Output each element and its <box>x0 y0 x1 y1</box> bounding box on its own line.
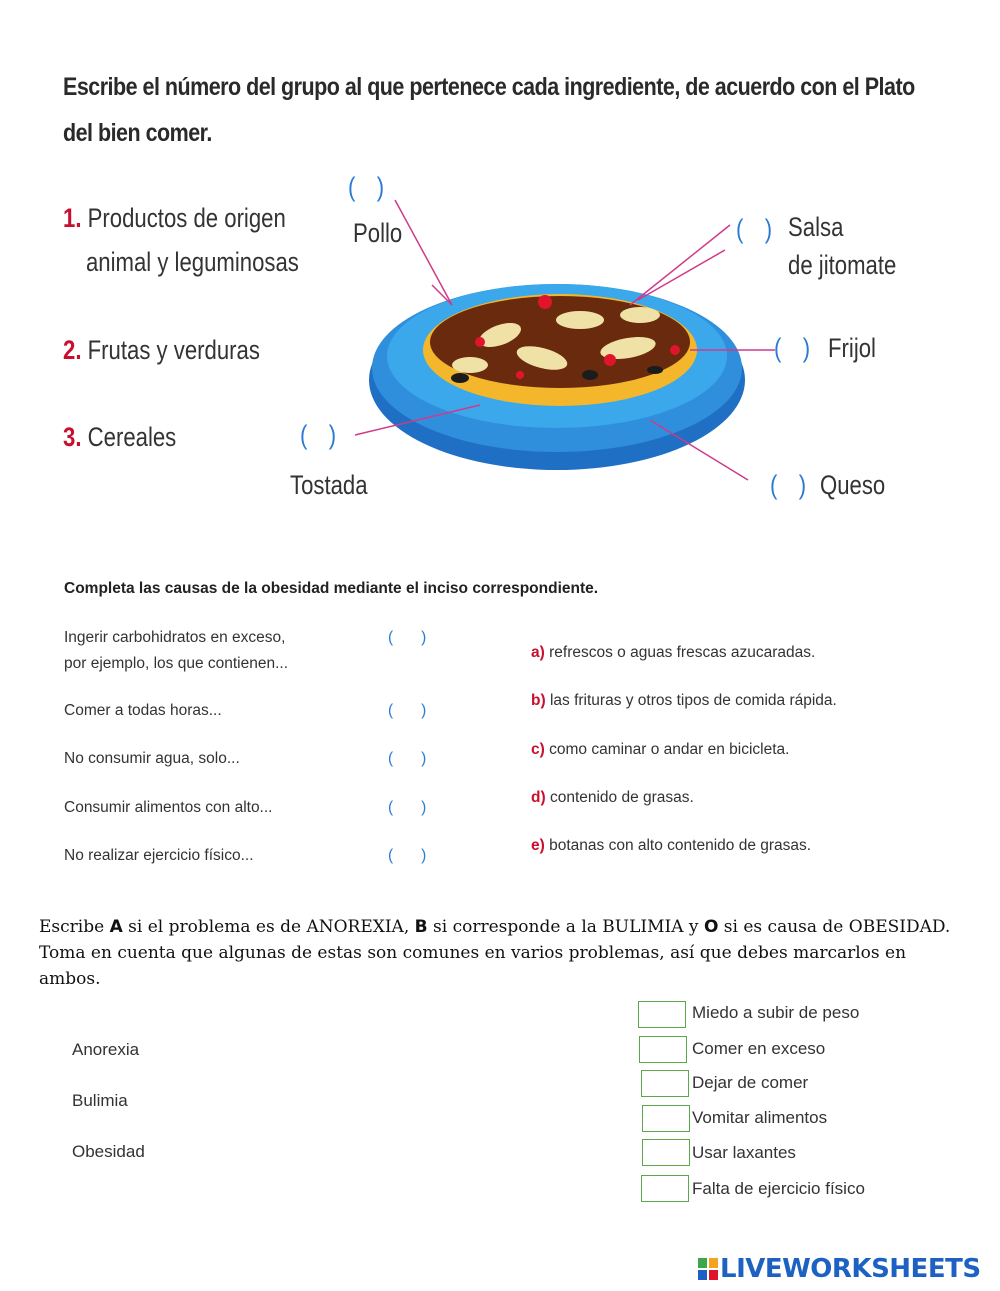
paren-close: ) <box>802 333 811 363</box>
paren-open: ( <box>348 172 356 202</box>
cause-1-answer-field[interactable] <box>388 629 426 647</box>
option-text: las frituras y otros tipos de comida rápida. <box>549 692 837 709</box>
option-text: refrescos o aguas frescas azucaradas. <box>549 644 816 661</box>
paren-open: ( <box>388 702 394 719</box>
cause-4: Consumir alimentos con alto... <box>64 799 273 816</box>
paren-open: ( <box>388 847 394 864</box>
option-letter: c) <box>531 741 545 758</box>
cause-5: No realizar ejercicio físico... <box>64 847 254 864</box>
group-2 <box>63 328 260 372</box>
paren-open: ( <box>388 629 394 646</box>
ingredient-pollo: Pollo <box>353 218 403 248</box>
option-text: botanas con alto contenido de grasas. <box>549 837 812 854</box>
option-letter: a) <box>531 644 545 661</box>
paren-close: ) <box>328 420 337 450</box>
symptom-4: Vomitar alimentos <box>692 1108 828 1127</box>
option-e <box>531 837 811 855</box>
instruction-title <box>63 64 923 156</box>
para-text: si el problema es de ANOREXIA, <box>122 917 415 937</box>
option-b <box>531 692 837 710</box>
liveworksheets-logo <box>698 1254 981 1284</box>
obesity-heading: Completa las causas de la obesidad mediante el inciso correspondiente. <box>64 580 599 597</box>
ingredient-tostada: Tostada <box>290 470 368 500</box>
answer-box-4[interactable] <box>642 1105 690 1132</box>
brand-name: LIVEWORKSHEETS <box>720 1254 981 1284</box>
symptom-6: Falta de ejercicio físico <box>692 1179 865 1198</box>
queso-answer-field[interactable] <box>770 470 806 501</box>
paren-close: ) <box>764 214 773 244</box>
cause-2-answer-field[interactable] <box>388 702 426 720</box>
answer-box-3[interactable] <box>641 1070 689 1097</box>
cause-4-answer-field[interactable] <box>388 799 426 817</box>
group-number: 3. <box>63 422 82 452</box>
option-d <box>531 789 694 807</box>
group-number: 2. <box>63 335 82 365</box>
paren-close: ) <box>421 750 427 767</box>
paren-open: ( <box>774 333 782 363</box>
option-letter: b) <box>531 692 546 709</box>
paren-close: ) <box>798 470 807 500</box>
para-text: Escribe <box>39 917 110 937</box>
option-letter: d) <box>531 789 546 806</box>
paren-close: ) <box>421 702 427 719</box>
paren-close: ) <box>421 799 427 816</box>
condition-obesidad: Obesidad <box>72 1142 145 1161</box>
paren-close: ) <box>421 629 427 646</box>
group-number: 1. <box>63 203 82 233</box>
pollo-answer-field[interactable] <box>348 172 384 203</box>
ingredient-frijol: Frijol <box>828 333 876 363</box>
option-a <box>531 644 815 662</box>
option-letter: e) <box>531 837 545 854</box>
option-text: como caminar o andar en bicicleta. <box>549 741 790 758</box>
group-label: Cereales <box>87 422 177 452</box>
liveworksheets-icon <box>698 1258 718 1280</box>
answer-box-5[interactable] <box>642 1139 690 1166</box>
paren-open: ( <box>388 750 394 767</box>
salsa-answer-field[interactable] <box>736 214 772 245</box>
cause-3: No consumir agua, solo... <box>64 750 240 767</box>
letter-a: A <box>109 917 123 937</box>
group-3 <box>63 415 176 459</box>
letter-o: O <box>703 917 719 937</box>
ingredient-salsa <box>788 208 896 284</box>
symptom-2: Comer en exceso <box>692 1039 826 1058</box>
para-text: si corresponde a la BULIMIA y <box>427 917 704 937</box>
condition-anorexia: Anorexia <box>72 1040 140 1059</box>
cause-1 <box>64 625 288 677</box>
option-c <box>531 741 789 759</box>
paren-open: ( <box>736 214 744 244</box>
paren-close: ) <box>421 847 427 864</box>
cause-5-answer-field[interactable] <box>388 847 426 865</box>
option-text: contenido de grasas. <box>549 789 694 806</box>
paren-open: ( <box>388 799 394 816</box>
tostada-answer-field[interactable] <box>300 420 336 451</box>
answer-box-6[interactable] <box>641 1175 689 1202</box>
symptom-3: Dejar de comer <box>692 1073 809 1092</box>
symptom-1: Miedo a subir de peso <box>692 1003 860 1022</box>
group-label: Frutas y verduras <box>87 335 260 365</box>
group-label-line2: animal y leguminosas <box>85 247 299 277</box>
condition-bulimia: Bulimia <box>72 1091 128 1110</box>
cause-3-answer-field[interactable] <box>388 750 426 768</box>
para-text: si es causa de OBESIDAD. Toma en cuenta que algunas de estas son comunes en varios problemas, así que debes marcarlos en ambos. <box>39 917 951 989</box>
section3-instructions <box>39 914 959 992</box>
salsa-line1: Salsa <box>788 212 844 242</box>
ingredient-queso: Queso <box>820 470 886 500</box>
symptom-5: Usar laxantes <box>692 1143 796 1162</box>
instruction-text: Escribe el número del grupo al que pertenece cada ingrediente, de acuerdo con el Plato del bien comer. <box>63 73 915 147</box>
cause-2: Comer a todas horas... <box>64 702 222 719</box>
cause-text: Ingerir carbohidratos en exceso, <box>64 629 286 646</box>
answer-box-1[interactable] <box>638 1001 686 1028</box>
answer-box-2[interactable] <box>639 1036 687 1063</box>
cause-text: por ejemplo, los que contienen... <box>64 655 289 672</box>
salsa-line2: de jitomate <box>788 250 897 280</box>
paren-close: ) <box>376 172 385 202</box>
frijol-answer-field[interactable] <box>774 333 810 364</box>
group-label: Productos de origen <box>87 203 286 233</box>
paren-open: ( <box>300 420 308 450</box>
group-1 <box>63 196 299 284</box>
letter-b: B <box>414 917 428 937</box>
paren-open: ( <box>770 470 778 500</box>
